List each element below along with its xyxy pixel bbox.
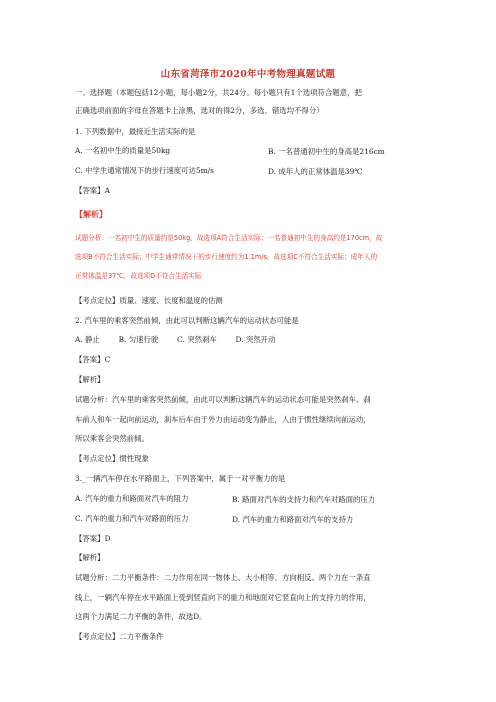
q2-analysis-line1: 试题分析：汽车里的乘客突然前倾，由此可以判断这辆汽车的运动状态可能是突然刹车。刹 — [75, 395, 371, 404]
q2-analysis-heading: 【解析】 — [75, 375, 105, 384]
q3-option-c: C. 汽车的重力和汽车对路面的压力 — [75, 514, 189, 523]
q2-knowledge-point: 【考点定位】惯性现象 — [75, 454, 149, 463]
q3-stem: 3._一辆汽车停在水平路面上，下列答案中，属于一对平衡力的是 — [75, 474, 286, 483]
q1-analysis-line2: 选项B不符合生活实际；中学生通常情况下的步行速度约为1.1m/s，故选项C不符合生活实际；成年人的 — [75, 253, 378, 261]
q3-option-d: D. 汽车的重力和路面对汽车的支持力 — [232, 515, 354, 524]
q3-analysis-heading: 【解析】 — [75, 553, 105, 562]
q2-options: A. 静止 B. 匀速行驶 C. 突然刹车 D. 突然开动 — [75, 335, 276, 344]
q1-option-a: A. 一名初中生的质量是50kg — [75, 146, 171, 155]
q1-option-d: D. 成年人的正常体温是39℃ — [268, 167, 363, 176]
q2-analysis-line2: 车前人和车一起向前运动，刹车后车由于外力由运动变为静止，人由于惯性继续向前运动， — [75, 415, 371, 424]
q1-analysis-line3: 正常体温是37℃，故选项D不符合生活实际 — [75, 272, 202, 280]
q1-option-c: C. 中学生通常情况下的步行速度可达5m/s — [75, 166, 214, 175]
q3-analysis-line2: 线上，一辆汽车停在水平路面上受到竖直向下的重力和地面对它竖直向上的支持力的作用， — [75, 593, 371, 602]
page-title: 山东省菏泽市2020年中考物理真题试题 — [160, 69, 336, 80]
q2-analysis-line3: 所以乘客会突然前倾。 — [75, 434, 149, 443]
q2-stem: 2. 汽车里的乘客突然前倾，由此可以判断这辆汽车的运动状态可能是 — [75, 316, 299, 325]
q3-analysis-line3: 这两个力满足二力平衡的条件，故选D。 — [75, 612, 207, 621]
q3-answer: 【答案】D — [75, 534, 111, 543]
q1-knowledge-point: 【考点定位】质量、速度、长度和温度的估测 — [75, 296, 223, 305]
q3-option-b: B. 路面对汽车的支持力和汽车对路面的压力 — [232, 495, 376, 504]
section-heading-cont: 正确选项前面的字母在答题卡上涂黑，选对的得2分，多选、错选均不得分） — [75, 106, 324, 115]
q2-answer: 【答案】C — [75, 355, 111, 364]
section-heading: 一、选择题（本题包括12小题，每小题2分，共24分。每小题只有1个选项符合题意，把 — [75, 88, 362, 97]
q3-option-a: A. 汽车的重力和路面对汽车的阻力 — [75, 494, 189, 503]
q1-analysis-line1: 试题分析：一名初中生的质量约是50kg，故选项A符合生活实际；一名普通初中生的身高约是170cm，故 — [75, 234, 383, 242]
q1-stem: 1. 下列数据中，最接近生活实际的是 — [75, 127, 196, 136]
q1-answer: 【答案】A — [75, 186, 110, 195]
q3-knowledge-point: 【考点定位】二力平衡条件 — [75, 632, 164, 641]
q3-analysis-line1: 试题分析：二力平衡条件：二力作用在同一物体上、大小相等、方向相反、两个力在一条直 — [75, 573, 371, 582]
q1-option-b: B. 一名普通初中生的身高是216cm — [268, 147, 385, 156]
q1-analysis-heading: 【解析】 — [75, 210, 107, 219]
